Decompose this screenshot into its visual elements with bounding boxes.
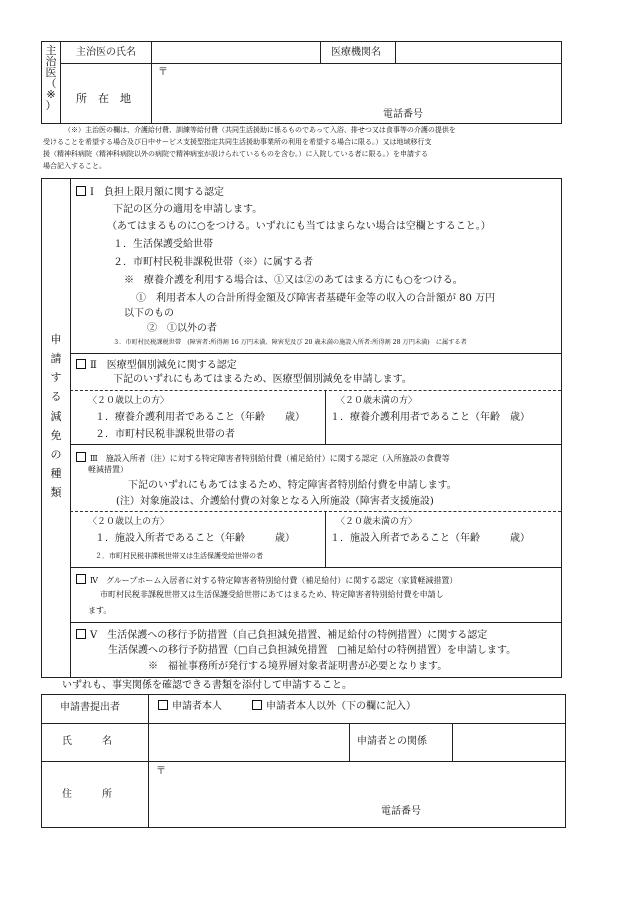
doctor-name-field[interactable] <box>153 43 318 62</box>
institution-field[interactable] <box>397 43 559 62</box>
submitter-option-self[interactable]: 申請者本人 <box>158 700 222 712</box>
section1-title: Ⅰ 負担上限月額に関する認定 <box>76 186 224 198</box>
doctor-address-field[interactable] <box>153 65 559 121</box>
section4-title: Ⅳ グループホーム入居者に対する特定障害者特別給付費（補足給付）に関する認定（家賃軽減措置） <box>76 574 457 585</box>
section1-line2: （あてはまるものに○をつける。いずれにも当てはまらない場合は空欄とすること。） <box>107 221 491 232</box>
submitter-name-label: 氏 名 <box>62 736 112 747</box>
section1-item2[interactable]: ２．市町村民税非課税世帯（※）に属する者 <box>113 257 313 268</box>
checkbox[interactable] <box>252 700 262 710</box>
section3-title-cont: 軽減措置） <box>88 465 128 474</box>
checkbox[interactable] <box>158 700 168 710</box>
section1-line1: 下記の区分の適用を申請します。 <box>113 204 263 215</box>
submitter-address-label: 住 所 <box>62 789 112 800</box>
section2-title: Ⅱ 医療型個別減免に関する認定 <box>76 359 237 371</box>
section2-right-item1[interactable]: １．療養介護利用者であること（年齢 歳） <box>330 412 530 423</box>
institution-label: 医療機関名 <box>331 47 381 58</box>
section2-left-item2[interactable]: ２．市町村民税非課税世帯の者 <box>95 429 235 440</box>
section1-item3[interactable]: ３．市町村民税課税世帯 (障害者:所得割 16 万円未満、障害児及び 20 歳未満の施設入所者:所得割 28 万円未満) に属する者 <box>113 339 467 346</box>
section5-checkbox[interactable] <box>76 629 86 639</box>
section1-sub1-cont: 以下のもの <box>124 308 174 319</box>
section3-right-head: 〈２０歳未満の方〉 <box>336 517 418 527</box>
doctor-side-label: 主 治 医 （ ※ ） <box>45 44 57 112</box>
relation-field[interactable] <box>454 725 563 759</box>
section2-checkbox[interactable] <box>76 359 86 369</box>
submitter-address-field[interactable] <box>150 763 563 825</box>
section1-checkbox[interactable] <box>76 186 86 196</box>
section2-right-head: 〈２０歳未満の方〉 <box>336 396 418 406</box>
section4-line1: 市町村民税非課税世帯又は生活保護受給世帯にあてはまるため、特定障害者特別給付費を申請し <box>100 590 444 599</box>
postal-mark: 〒 <box>158 67 168 78</box>
types-side-label: 申 請 す る 減 免 の 種 類 <box>50 333 62 499</box>
section4-line2: ます。 <box>88 606 112 615</box>
relation-label: 申請者との関係 <box>357 736 427 747</box>
doctor-name-label: 主治医の氏名 <box>76 47 136 58</box>
section3-left-item1[interactable]: １．施設入所者であること（年齢 歳） <box>95 533 295 544</box>
section3-line1: 下記のいずれにもあてはまるため、特定障害者特別給付費を申請します。 <box>128 480 457 491</box>
submitter-phone-label: 電話番号 <box>381 806 421 817</box>
submitter-name-field[interactable] <box>150 725 347 759</box>
doctor-note-line: （※）主治医の欄は、介護給付費、訓練等給付費（共同生活援助に係るものであって入浴、排せつ又は食事等の介護の提供を <box>64 126 456 134</box>
doctor-address-label: 所 在 地 <box>76 92 131 105</box>
section3-left-head: 〈２０歳以上の方〉 <box>88 517 170 527</box>
section1-item1[interactable]: １．生活保護受給世帯 <box>113 239 213 250</box>
section5-note: ※ 福祉事務所が発行する境界層対象者証明書が必要となります。 <box>148 661 448 672</box>
section3-title: Ⅲ 施設入所者（注）に対する特定障害者特別給付費（補足給付）に関する認定（入所施設の食費等 <box>76 452 450 463</box>
section2-left-head: 〈２０歳以上の方〉 <box>88 396 170 406</box>
section3-right-item1[interactable]: １．施設入所者であること（年齢 歳） <box>330 533 530 544</box>
attachment-note: いずれも、事実関係を確認できる書類を添付して申請すること。 <box>62 680 352 691</box>
section2-line1: 下記のいずれにもあてはまるため、医療型個別減免を申請します。 <box>113 374 412 385</box>
section1-sub1[interactable]: ① 利用者本人の合計所得金額及び障害者基礎年金等の収入の合計額が 80 万円 <box>136 293 496 304</box>
doctor-note-line: 場合記入すること。 <box>43 162 106 170</box>
doctor-note-line: 受けることを希望する場合及び日中サービス支援型指定共同生活援助事業所の利用を希望する場合に限る。）又は地域移行支 <box>43 138 432 146</box>
section1-sub2[interactable]: ② ①以外の者 <box>147 323 217 334</box>
section4-checkbox[interactable] <box>76 574 86 584</box>
section3-checkbox[interactable] <box>76 452 86 462</box>
submitter-label: 申請書提出者 <box>60 702 120 713</box>
section3-left-item2[interactable]: ２．市町村民税非課税世帯又は生活保護受給世帯の者 <box>95 552 263 560</box>
submitter-postal-mark: 〒 <box>156 766 166 777</box>
section5-title: Ⅴ 生活保護への移行予防措置（自己負担減免措置、補足給付の特例措置）に関する認定 <box>76 629 487 641</box>
section3-note: (注）対象施設は、介護給付費の対象となる入所施設（障害者支援施設) <box>116 496 434 507</box>
section2-left-item1[interactable]: １．療養介護利用者であること（年齢 歳） <box>95 412 305 423</box>
doctor-note-line: 援（精神科病院（精神科病院以外の病院で精神病室が設けられているものを含む。）に入院している者に限る。）を申請する <box>43 150 428 158</box>
section5-line1: 生活保護への移行予防措置（□自己負担減免措置 □補足給付の特例措置）を申請します。 <box>108 645 517 656</box>
doctor-phone-label: 電話番号 <box>383 109 423 120</box>
section1-note: ※ 療養介護を利用する場合は、①又は②のあてはまる方にも○をつける。 <box>124 275 463 286</box>
submitter-option-other[interactable]: 申請者本人以外（下の欄に記入） <box>252 700 416 712</box>
